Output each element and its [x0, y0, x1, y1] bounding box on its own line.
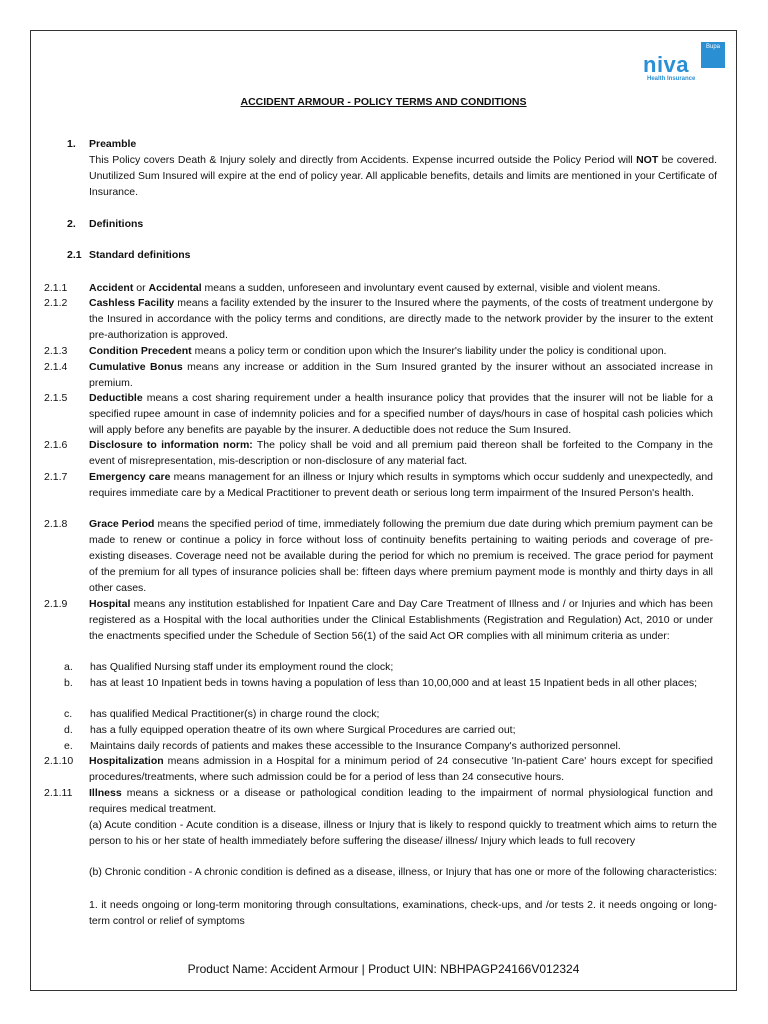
niva-logo — [641, 42, 725, 86]
page-footer: Product Name: Accident Armour | Product UIN: NBHPAGP24166V012324 — [187, 962, 580, 976]
acute-condition-text: (a) Acute condition - Acute condition is a disease, illness or Injury that is likely to respond quickly to treatment which aims to return the person to his or her state of health immediately before suffering the disease/ illness/ Injury which leads to full recovery — [89, 819, 717, 847]
chronic-characteristics-text: 1. it needs ongoing or long-term monitoring through consultations, examinations, check-ups, and /or tests 2. it needs ongoing or long-term control or relief of symptoms — [89, 899, 717, 927]
chronic-condition-text: (b) Chronic condition - A chronic condition is defined as a disease, illness, or Injury that has one or more of the following characteristics: — [89, 866, 717, 878]
document-title: ACCIDENT ARMOUR - POLICY TERMS AND CONDITIONS — [240, 96, 527, 108]
preamble-text: This Policy covers Death & Injury solely and directly from Accidents. Expense incurred outside the Policy Period will NOT be covered. Unutilized Sum Insured will expire at the end of policy year. All applicable benefits, details and limits are mentioned in your Certificate of Insurance. — [89, 154, 717, 198]
bupa-badge: Bupa — [701, 42, 725, 68]
logo-word: niva — [643, 52, 690, 77]
logo-subtitle: Health Insurance — [647, 76, 696, 82]
